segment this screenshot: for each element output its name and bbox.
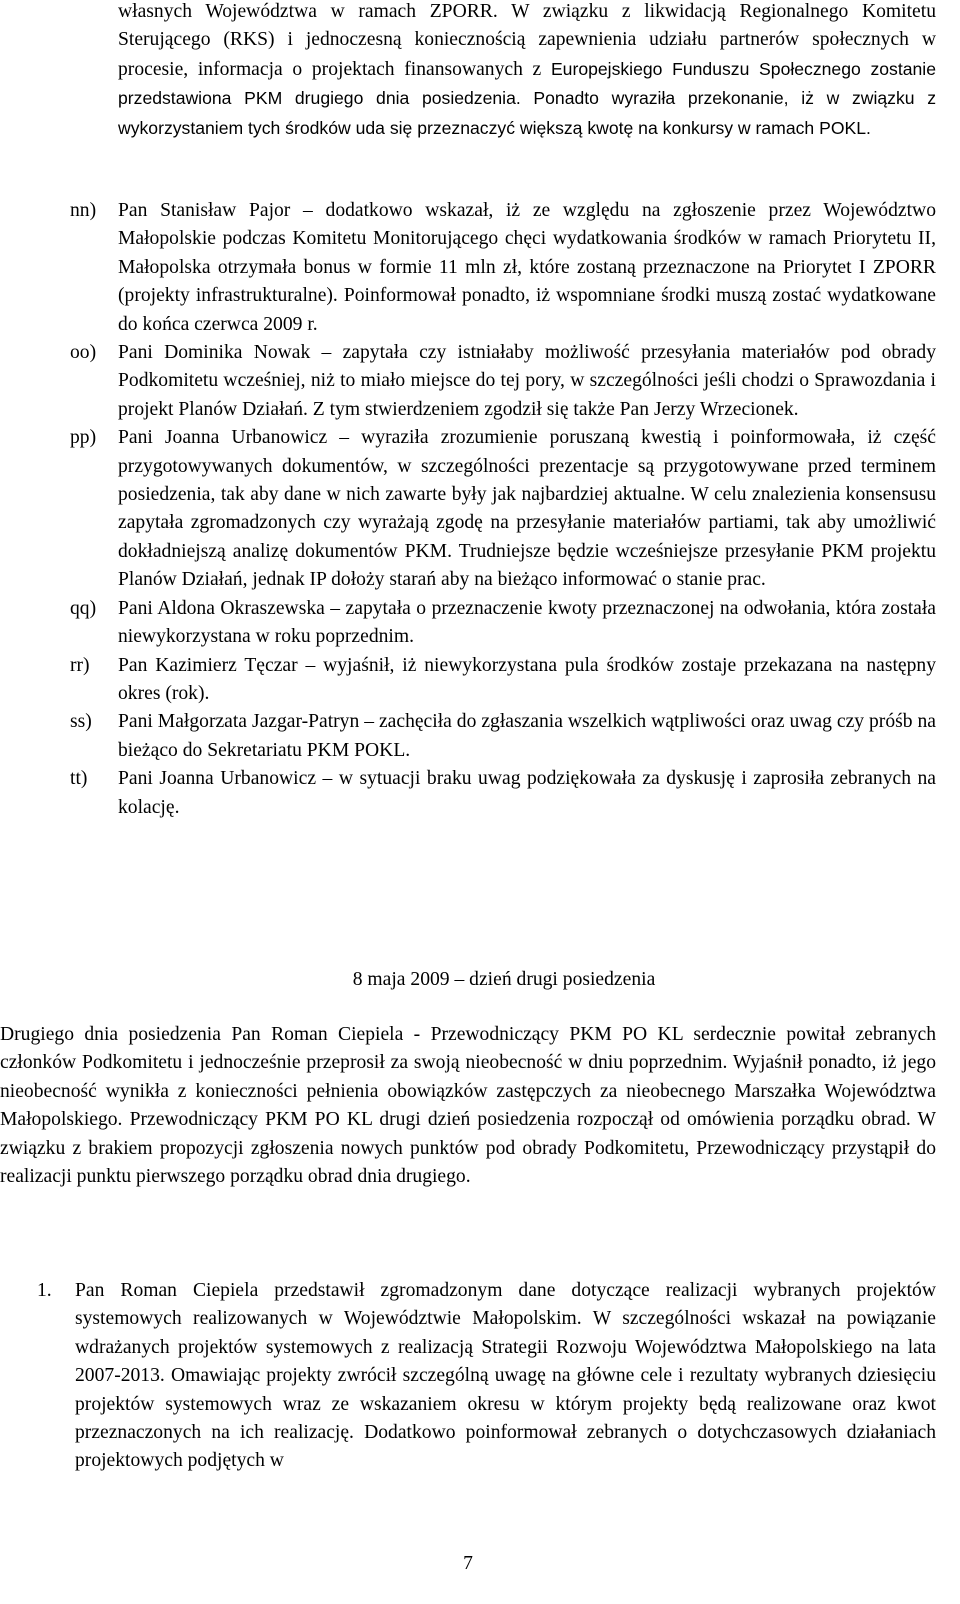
list-marker: nn) — [70, 200, 97, 221]
list-marker: tt) — [70, 768, 88, 790]
list-item-text: Pani Małgorzata Jazgar-Patryn – zachęciła do zgłaszania wszelkich wątpliwości oraz uwag czy próśb na bieżąco do Sekretariatu PKM POKL. — [118, 711, 936, 761]
list-item — [70, 339, 936, 424]
list-item — [70, 765, 936, 822]
list-item — [70, 197, 936, 339]
list-marker: oo) — [70, 342, 97, 364]
list-item-text: Pani Joanna Urbanowicz – wyraziła zrozumienie poruszaną kwestią i poinformowała, iż część przygotowywanych dokumentów, w szczególności prezentacje są przygotowywane przed terminem posiedzenia, tak aby dane w nich zawarte były jak najbardziej aktualne. W celu znalezienia konsensusu zapytała zgromadzonych czy wyrażają zgodę na przesyłanie materiałów partiami, tak aby umożliwić dokładniejszą analizę dokumentów PKM. Trudniejsze będzie wcześniejsze przesyłanie PKM projektu Planów Działań, jednak IP dołoży starań aby na bieżąco informować o stanie prac. — [118, 427, 936, 591]
list-item-text: Pani Aldona Okraszewska – zapytała o przeznaczenie kwoty przeznaczonej na odwołania, która została niewykorzystana w roku poprzednim. — [118, 597, 936, 648]
continuation-text — [118, 0, 936, 143]
list-item-text: Pani Dominika Nowak – zapytała czy istniałaby możliwość przesyłania materiałów pod obrady Podkomitetu wcześniej, niż to miało miejsce do tej pory, w szczególności jeśli chodzi o Sprawozdania i projekt Planów Działań. Z tym stwierdzeniem zgodził się także Pan Jerzy Wrzecionek. — [118, 342, 936, 420]
page-number: 7 — [463, 1553, 473, 1574]
list-item — [70, 708, 936, 765]
list-item-text: Pan Roman Ciepiela przedstawił zgromadzonym dane dotyczące realizacji wybranych projektów systemowych realizowanych w Województwie Małopolskim. W szczególności wskazał na powiązanie wdrażanych projektów systemowych z realizacją Strategii Rozwoju Województwa Małopolskiego na lata 2007-2013. Omawiając projekty zwrócił szczególną uwagę na główne cele i rezultaty wybranych dziesięciu projektów systemowych wraz ze wskazaniem okresu w którym projekty będą realizowane oraz kwot przeznaczonych na ich realizację. Dodatkowo poinformował zebranych o dotychczasowych działaniach projektowych podjętych w — [75, 1280, 936, 1472]
list-marker: pp) — [70, 427, 97, 449]
list-marker: ss) — [70, 711, 92, 733]
lettered-list — [70, 197, 936, 822]
continuation-paragraph — [118, 0, 936, 143]
list-item-text: Pani Joanna Urbanowicz – w sytuacji braku uwag podziękowała za dyskusję i zaprosiła zebranych na kolację. — [118, 768, 936, 818]
section-heading: 8 maja 2009 – dzień drugi posiedzenia — [352, 969, 656, 990]
list-marker: qq) — [70, 597, 97, 619]
intro-paragraph — [0, 1021, 936, 1191]
list-item — [70, 424, 936, 594]
list-item — [37, 1277, 936, 1476]
list-marker: rr) — [70, 654, 90, 676]
numbered-list — [37, 1277, 936, 1476]
list-item-text: Pan Stanisław Pajor – dodatkowo wskazał, iż ze względu na zgłoszenie przez Województwo Małopolskie podczas Komitetu Monitorującego chęci wydatkowania środków w ramach Priorytetu II, Małopolska otrzymała bonus w formie 11 mln zł, które zostaną przeznaczone na Priorytet I ZPORR (projekty infrastrukturalne). Poinformował ponadto, iż wspomniane środki muszą zostać wydatkowane do końca czerwca 2009 r. — [118, 200, 936, 335]
list-item-text: Pan Kazimierz Tęczar – wyjaśnił, iż niewykorzystana pula środków zostaje przekazana na następny okres (rok). — [118, 654, 936, 704]
list-item — [70, 652, 936, 709]
list-marker: 1. — [37, 1280, 52, 1301]
intro-text: Drugiego dnia posiedzenia Pan Roman Ciepiela - Przewodniczący PKM PO KL serdecznie powitał zebranych członków Podkomitetu i jednocześnie przeprosił za swoją nieobecność w dniu poprzednim. Wyjaśnił ponadto, iż jego nieobecność wynikła z konieczności pełnienia obowiązków zastępczych za nieobecnego Marszałka Województwa Małopolskiego. Przewodniczący PKM PO KL drugi dzień posiedzenia rozpoczął od omówienia porządku obrad. W związku z brakiem propozycji zgłoszenia nowych punktów pod obrady Podkomitetu, Przewodniczący przystąpił do realizacji punktu pierwszego porządku obrad dnia drugiego. — [0, 1024, 936, 1188]
list-item — [70, 595, 936, 652]
continuation-sans-text: Europejskiego Funduszu Społecznego zostanie przedstawiona PKM drugiego dnia posiedzenia. Ponadto wyraziła przekonanie, iż w związku z wykorzystaniem tych środków uda się przeznaczyć większą kwotę na konkursy w ramach POKL. — [118, 58, 936, 138]
continuation-serif-text: własnych Województwa w ramach ZPORR. W związku z likwidacją Regionalnego Komitetu Sterującego (RKS) i jednoczesną koniecznością zapewnienia udziału partnerów społecznych w procesie, informacja o projektach finansowanych z — [118, 1, 936, 80]
